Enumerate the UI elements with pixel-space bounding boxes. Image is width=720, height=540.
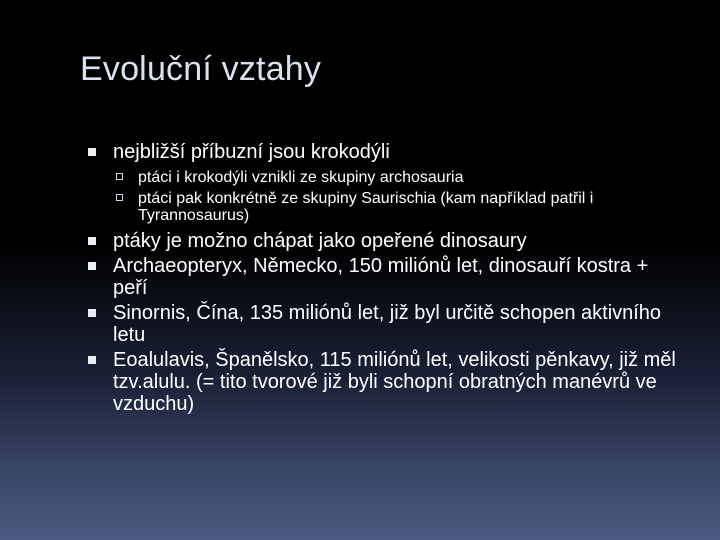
square-bullet-icon (88, 262, 96, 270)
sub-bullet-item-archosauria (113, 169, 688, 186)
bullet-text: Sinornis, Čína, 135 miliónů let, již byl určitě schopen aktivního letu (113, 302, 662, 346)
bullet-item-archaeopteryx (88, 255, 688, 299)
sub-bullet-item-saurischia (113, 190, 688, 224)
bullet-item-sinornis (88, 302, 688, 346)
slide-title: Evoluční vztahy (80, 50, 322, 88)
hollow-square-bullet-icon (116, 194, 123, 201)
square-bullet-icon (88, 237, 96, 245)
square-bullet-icon (88, 356, 96, 364)
bullet-item-crocodiles (88, 141, 688, 224)
bullet-text: ptáky je možno chápat jako opeřené dinosaury (113, 230, 527, 252)
bullet-list (88, 141, 688, 418)
square-bullet-icon (88, 148, 96, 156)
bullet-text: Eoalulavis, Španělsko, 115 miliónů let, velikosti pěnkavy, již měl tzv.alulu. (= tito tvorové již byli schopní obratných manévrů ve vzduchu) (113, 349, 676, 415)
hollow-square-bullet-icon (116, 173, 123, 180)
square-bullet-icon (88, 309, 96, 317)
bullet-item-feathered-dinosaurs (88, 230, 688, 252)
sub-bullet-list (113, 169, 688, 224)
sub-bullet-text: ptáci pak konkrétně ze skupiny Saurischia (kam například patřil i Tyrannosaurus) (138, 190, 594, 224)
bullet-item-eoalulavis (88, 349, 688, 415)
sub-bullet-text: ptáci i krokodýli vznikli ze skupiny archosauria (138, 169, 464, 186)
bullet-text: nejbližší příbuzní jsou krokodýli (113, 141, 390, 163)
bullet-text: Archaeopteryx, Německo, 150 miliónů let, dinosauří kostra + peří (113, 255, 649, 299)
